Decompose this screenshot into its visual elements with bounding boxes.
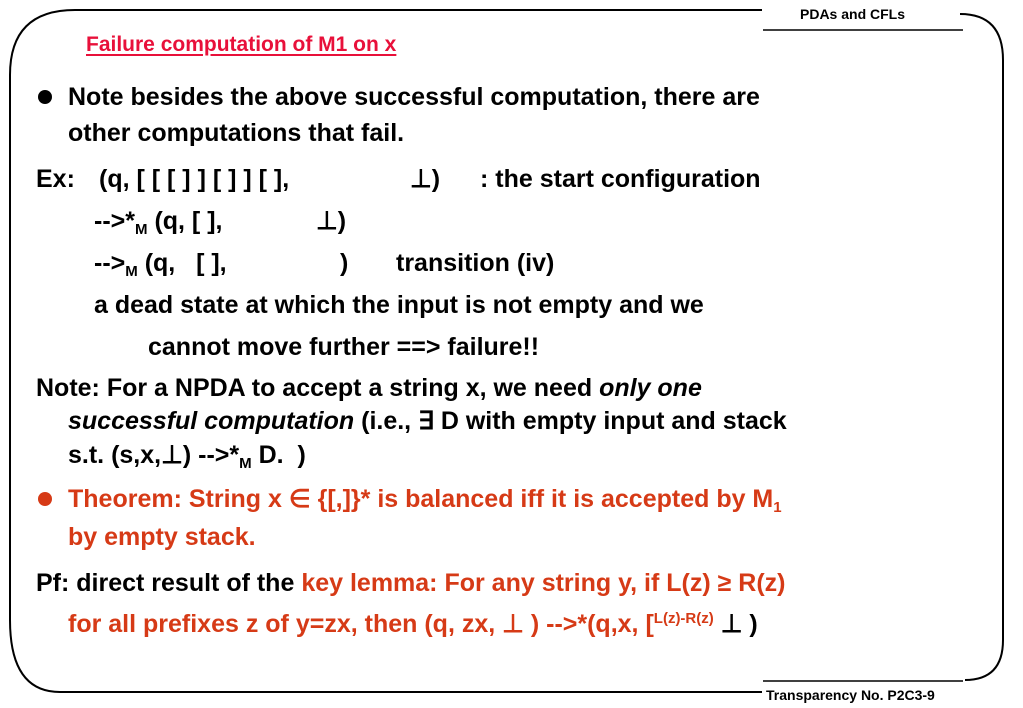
start-note: : the start configuration bbox=[480, 165, 761, 193]
theorem-subscript: 1 bbox=[773, 499, 782, 516]
step2 bbox=[94, 248, 227, 287]
start-bottom-symbol: ⊥) bbox=[410, 165, 441, 193]
proof-line2-text: for all prefixes z of y=zx, then (q, zx, ⊥ ) -->*(q,x, [ bbox=[68, 610, 654, 638]
step1-config: (q, [ ], bbox=[154, 207, 223, 235]
note-line1 bbox=[36, 373, 702, 403]
step2-subscript: M bbox=[125, 263, 138, 280]
proof-line1 bbox=[36, 568, 785, 598]
step1-arrow: -->* bbox=[94, 207, 135, 235]
step1-subscript: M bbox=[134, 221, 148, 238]
proof-superscript: L(z)-R(z) bbox=[653, 610, 714, 627]
theorem-line2: by empty stack. bbox=[68, 523, 256, 551]
note-line2-emphasis: successful computation bbox=[68, 407, 355, 435]
step2-note: transition (iv) bbox=[396, 249, 555, 277]
start-config: (q, [ [ [ ] ] [ ] ] [ ], bbox=[99, 165, 290, 193]
theorem-bullet-icon bbox=[38, 492, 52, 506]
step1 bbox=[94, 206, 222, 245]
bullet1-line2: other computations that fail. bbox=[68, 119, 405, 147]
note-line1-text: Note: For a NPDA to accept a string x, we need bbox=[36, 374, 600, 402]
step1-bottom: ⊥) bbox=[316, 207, 347, 235]
bullet1-line1: Note besides the above successful computation, there are bbox=[68, 83, 760, 111]
key-lemma-text: key lemma: For any string y, if L(z) ≥ R(z) bbox=[301, 569, 786, 597]
theorem-line1 bbox=[68, 484, 782, 523]
step2-config: (q, [ ], bbox=[144, 249, 227, 277]
note-line1-emphasis: only one bbox=[599, 374, 702, 402]
proof-line1-text: Pf: direct result of the bbox=[36, 569, 302, 597]
step2-arrow: --> bbox=[94, 249, 126, 277]
dead-state-line2: cannot move further ==> failure!! bbox=[148, 333, 540, 361]
note-line3-text: s.t. (s,x,⊥) -->* bbox=[68, 441, 240, 469]
topic-header: PDAs and CFLs bbox=[800, 6, 906, 22]
bullet-icon bbox=[38, 90, 52, 104]
note-line2 bbox=[68, 406, 787, 436]
footer-label: Transparency No. P2C3-9 bbox=[766, 687, 935, 703]
theorem-line1-text: Theorem: String x ∈ {[,]}* is balanced iff it is accepted by M bbox=[68, 485, 774, 513]
proof-line2 bbox=[68, 604, 758, 639]
example-label: Ex: bbox=[36, 165, 75, 193]
note-line3-subscript: M bbox=[239, 455, 252, 472]
page-title: Failure computation of M1 on x bbox=[86, 33, 397, 56]
note-line3-end: D. ) bbox=[251, 441, 306, 469]
dead-state-line1: a dead state at which the input is not empty and we bbox=[94, 291, 704, 319]
note-line2-text: (i.e., ∃ D with empty input and stack bbox=[354, 407, 787, 435]
step2-close: ) bbox=[340, 249, 349, 277]
note-line3 bbox=[68, 440, 306, 479]
proof-line2-end: ⊥ ) bbox=[713, 610, 758, 638]
